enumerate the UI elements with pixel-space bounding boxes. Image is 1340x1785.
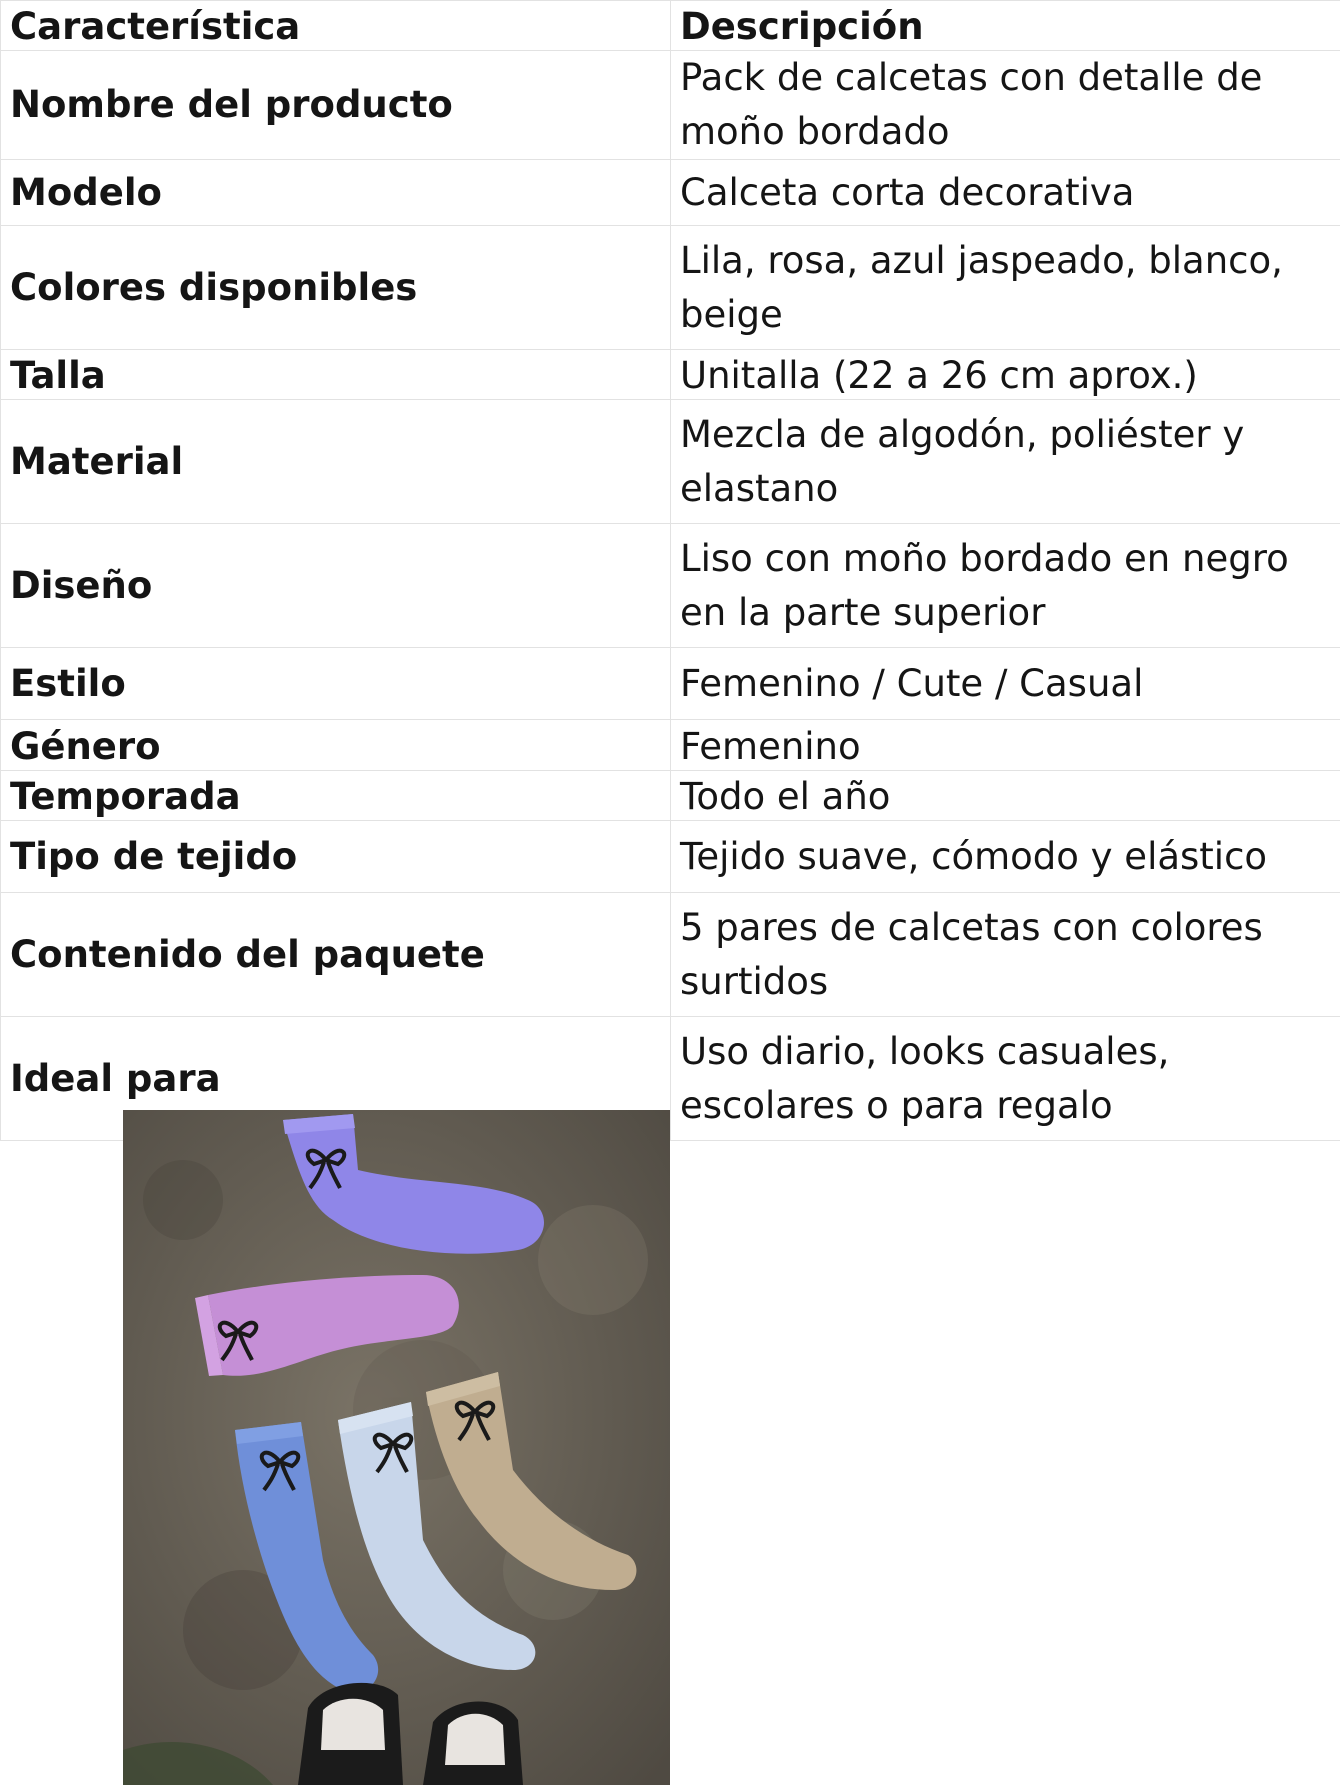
header-caracteristica: Característica bbox=[1, 1, 671, 51]
table-row bbox=[1, 350, 1340, 400]
row-value: Tejido suave, cómodo y elástico bbox=[671, 821, 1340, 893]
row-key: Género bbox=[1, 720, 671, 771]
table-row bbox=[1, 524, 1340, 648]
row-value: Mezcla de algodón, poliéster y elastano bbox=[671, 400, 1340, 524]
product-photo bbox=[123, 1110, 670, 1785]
row-key: Tipo de tejido bbox=[1, 821, 671, 893]
row-value: Lila, rosa, azul jaspeado, blanco, beige bbox=[671, 226, 1340, 350]
row-key: Nombre del producto bbox=[1, 51, 671, 160]
row-key: Modelo bbox=[1, 160, 671, 226]
row-value: Femenino bbox=[671, 720, 1340, 771]
table-row bbox=[1, 720, 1340, 771]
row-key: Temporada bbox=[1, 771, 671, 821]
row-value: Pack de calcetas con detalle de moño bordado bbox=[671, 51, 1340, 160]
row-key: Diseño bbox=[1, 524, 671, 648]
row-value: Todo el año bbox=[671, 771, 1340, 821]
row-key: Talla bbox=[1, 350, 671, 400]
row-value: Calceta corta decorativa bbox=[671, 160, 1340, 226]
table-row bbox=[1, 771, 1340, 821]
table-row bbox=[1, 400, 1340, 524]
row-key: Colores disponibles bbox=[1, 226, 671, 350]
row-key: Contenido del paquete bbox=[1, 893, 671, 1017]
table-row bbox=[1, 226, 1340, 350]
row-value: Femenino / Cute / Casual bbox=[671, 648, 1340, 720]
table-row bbox=[1, 893, 1340, 1017]
row-value: Unitalla (22 a 26 cm aprox.) bbox=[671, 350, 1340, 400]
row-key: Ideal para bbox=[1, 1017, 671, 1141]
row-value: Uso diario, looks casuales, escolares o para regalo bbox=[671, 1017, 1340, 1141]
table-row bbox=[1, 821, 1340, 893]
row-value: Liso con moño bordado en negro en la parte superior bbox=[671, 524, 1340, 648]
table-header-row bbox=[1, 1, 1340, 51]
table-row bbox=[1, 648, 1340, 720]
table-row bbox=[1, 51, 1340, 160]
row-key: Estilo bbox=[1, 648, 671, 720]
row-value: 5 pares de calcetas con colores surtidos bbox=[671, 893, 1340, 1017]
row-key: Material bbox=[1, 400, 671, 524]
header-descripcion: Descripción bbox=[671, 1, 1340, 51]
table-row bbox=[1, 160, 1340, 226]
